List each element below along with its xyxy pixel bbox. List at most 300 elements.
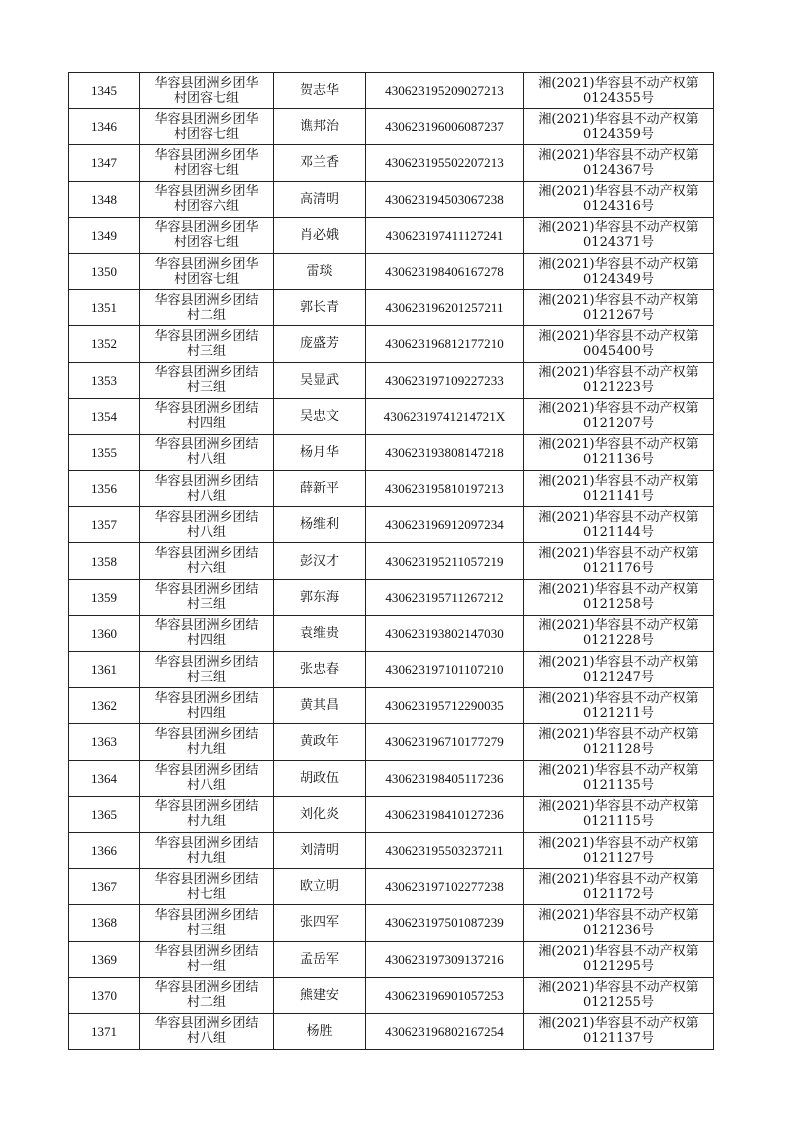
certificate-prefix: 湘(2021)华容县不动产权第: [538, 835, 699, 851]
owner-name: 黄政年: [274, 724, 366, 760]
row-number: 1352: [69, 326, 140, 362]
certificate-prefix: 湘(2021)华容县不动产权第: [538, 256, 699, 272]
certificate-cell: [524, 977, 714, 1013]
certificate-number-line: [525, 561, 712, 576]
certificate-number-line: [525, 633, 712, 648]
address-line-2: 村三组: [186, 669, 226, 685]
certificate-cell: [524, 181, 714, 217]
certificate-prefix: 湘(2021)华容县不动产权第: [538, 980, 699, 996]
address-line-1: 华容县团洲乡团结: [154, 980, 259, 996]
certificate-suffix: 号: [640, 669, 654, 685]
certificate-prefix: 湘(2021)华容县不动产权第: [538, 726, 699, 742]
certificate-number-line: [525, 959, 712, 974]
address-line-1: 华容县团洲乡团结: [154, 546, 259, 562]
certificate-cell: [524, 724, 714, 760]
address-cell: [140, 796, 274, 832]
certificate-cell: [524, 760, 714, 796]
row-number: 1369: [69, 941, 140, 977]
owner-name: 郭长青: [274, 290, 366, 326]
address-cell: [140, 1013, 274, 1049]
certificate-suffix: 号: [640, 380, 654, 396]
certificate-suffix: 号: [640, 850, 654, 866]
certificate-number-line: [525, 670, 712, 685]
certificate-number-line: [525, 91, 712, 106]
address-cell: [140, 652, 274, 688]
certificate-prefix: 湘(2021)华容县不动产权第: [538, 437, 699, 453]
address-line-2: 村团容七组: [173, 162, 239, 178]
address-line-2: 村八组: [186, 524, 226, 540]
certificate-number: 0121127: [583, 850, 641, 866]
address-line-2: 村团容七组: [173, 90, 239, 106]
certificate-cell: [524, 869, 714, 905]
row-number: 1354: [69, 398, 140, 434]
certificate-suffix: 号: [640, 162, 654, 178]
row-number: 1364: [69, 760, 140, 796]
certificate-prefix: 湘(2021)华容县不动产权第: [538, 328, 699, 344]
certificate-suffix: 号: [640, 995, 654, 1011]
certificate-prefix: 湘(2021)华容县不动产权第: [538, 618, 699, 634]
certificate-prefix: 湘(2021)华容县不动产权第: [538, 763, 699, 779]
certificate-number: 0121135: [583, 778, 641, 794]
row-number: 1346: [69, 109, 140, 145]
id-number: 430623198406167278: [366, 253, 524, 289]
row-number: 1367: [69, 869, 140, 905]
owner-name: 张四军: [274, 905, 366, 941]
table-row: [69, 760, 714, 796]
certificate-suffix: 号: [640, 416, 654, 432]
address-line-1: 华容县团洲乡团华: [154, 111, 259, 127]
address-cell: [140, 471, 274, 507]
certificate-number: 0121176: [583, 561, 641, 577]
certificate-number: 0124316: [583, 199, 641, 215]
id-number: 430623198410127236: [366, 796, 524, 832]
address-line-2: 村八组: [186, 778, 226, 794]
certificate-number-line: [525, 416, 712, 431]
owner-name: 贺志华: [274, 73, 366, 109]
row-number: 1363: [69, 724, 140, 760]
address-cell: [140, 398, 274, 434]
certificate-suffix: 号: [640, 235, 654, 251]
id-number: 430623195502207213: [366, 145, 524, 181]
address-line-1: 华容县团洲乡团结: [154, 763, 259, 779]
address-cell: [140, 362, 274, 398]
certificate-number-line: [525, 706, 712, 721]
certificate-number: 0121144: [583, 524, 641, 540]
certificate-number: 0124367: [583, 162, 641, 178]
address-line-2: 村九组: [186, 741, 226, 757]
certificate-suffix: 号: [640, 561, 654, 577]
table-row: [69, 977, 714, 1013]
table-row: [69, 73, 714, 109]
id-number: 430623197309137216: [366, 941, 524, 977]
owner-name: 高清明: [274, 181, 366, 217]
table-row: [69, 724, 714, 760]
id-number: 430623197101107210: [366, 652, 524, 688]
id-number: 430623197411127241: [366, 217, 524, 253]
address-cell: [140, 724, 274, 760]
address-line-2: 村七组: [186, 886, 226, 902]
address-line-2: 村四组: [186, 633, 226, 649]
address-cell: [140, 290, 274, 326]
table-row: [69, 109, 714, 145]
certificate-suffix: 号: [640, 886, 654, 902]
certificate-number-line: [525, 452, 712, 467]
address-line-1: 华容县团洲乡团结: [154, 582, 259, 598]
certificate-cell: [524, 1013, 714, 1049]
table-row: [69, 579, 714, 615]
certificate-prefix: 湘(2021)华容县不动产权第: [538, 654, 699, 670]
owner-name: 张忠春: [274, 652, 366, 688]
certificate-cell: [524, 217, 714, 253]
certificate-cell: [524, 905, 714, 941]
owner-name: 庞盛芳: [274, 326, 366, 362]
certificate-number: 0121228: [583, 633, 641, 649]
address-cell: [140, 434, 274, 470]
table-row: [69, 398, 714, 434]
address-cell: [140, 615, 274, 651]
certificate-number-line: [525, 597, 712, 612]
certificate-number-line: [525, 995, 712, 1010]
certificate-number: 0121207: [583, 416, 641, 432]
address-line-1: 华容县团洲乡团结: [154, 328, 259, 344]
table-row: [69, 290, 714, 326]
address-line-2: 村团容七组: [173, 235, 239, 251]
table-row: [69, 326, 714, 362]
certificate-prefix: 湘(2021)华容县不动产权第: [538, 509, 699, 525]
id-number: 430623196710177279: [366, 724, 524, 760]
id-number: 430623193802147030: [366, 615, 524, 651]
address-line-1: 华容县团洲乡团结: [154, 509, 259, 525]
certificate-suffix: 号: [640, 488, 654, 504]
id-number: 430623196912097234: [366, 507, 524, 543]
table-row: [69, 362, 714, 398]
certificate-number-line: [525, 923, 712, 938]
certificate-prefix: 湘(2021)华容县不动产权第: [538, 546, 699, 562]
owner-name: 郭东海: [274, 579, 366, 615]
address-line-1: 华容县团洲乡团结: [154, 401, 259, 417]
certificate-number-line: [525, 851, 712, 866]
certificate-prefix: 湘(2021)华容县不动产权第: [538, 75, 699, 91]
address-line-2: 村三组: [186, 343, 226, 359]
address-line-2: 村六组: [186, 561, 226, 577]
address-line-1: 华容县团洲乡团结: [154, 618, 259, 634]
address-line-2: 村一组: [186, 959, 226, 975]
owner-name: 肖必娥: [274, 217, 366, 253]
table-row: [69, 181, 714, 217]
certificate-prefix: 湘(2021)华容县不动产权第: [538, 944, 699, 960]
address-line-1: 华容县团洲乡团华: [154, 256, 259, 272]
certificate-number-line: [525, 199, 712, 214]
certificate-number-line: [525, 127, 712, 142]
certificate-number: 0124371: [583, 235, 641, 251]
address-cell: [140, 217, 274, 253]
id-number: 430623196812177210: [366, 326, 524, 362]
id-number: 430623195209027213: [366, 73, 524, 109]
owner-name: 胡政伍: [274, 760, 366, 796]
address-cell: [140, 326, 274, 362]
certificate-number-line: [525, 344, 712, 359]
table-row: [69, 543, 714, 579]
certificate-number-line: [525, 887, 712, 902]
row-number: 1355: [69, 434, 140, 470]
address-line-1: 华容县团洲乡团结: [154, 437, 259, 453]
certificate-cell: [524, 434, 714, 470]
row-number: 1351: [69, 290, 140, 326]
certificate-number-line: [525, 525, 712, 540]
certificate-number: 0124359: [583, 126, 641, 142]
row-number: 1361: [69, 652, 140, 688]
certificate-number-line: [525, 380, 712, 395]
table-row: [69, 1013, 714, 1049]
id-number: 430623195712290035: [366, 688, 524, 724]
certificate-cell: [524, 398, 714, 434]
row-number: 1345: [69, 73, 140, 109]
address-cell: [140, 145, 274, 181]
certificate-cell: [524, 832, 714, 868]
certificate-prefix: 湘(2021)华容县不动产权第: [538, 582, 699, 598]
address-cell: [140, 109, 274, 145]
address-line-2: 村三组: [186, 380, 226, 396]
row-number: 1359: [69, 579, 140, 615]
table-row: [69, 652, 714, 688]
owner-name: 杨月华: [274, 434, 366, 470]
certificate-cell: [524, 941, 714, 977]
certificate-number: 0121247: [583, 669, 641, 685]
records-table: [68, 72, 714, 1050]
id-number: 430623198405117236: [366, 760, 524, 796]
table-row: [69, 615, 714, 651]
certificate-number: 0121128: [583, 741, 641, 757]
address-line-2: 村九组: [186, 850, 226, 866]
certificate-suffix: 号: [640, 633, 654, 649]
owner-name: 杨胜: [274, 1013, 366, 1049]
address-line-2: 村八组: [186, 1031, 226, 1047]
owner-name: 吴显武: [274, 362, 366, 398]
address-line-2: 村四组: [186, 705, 226, 721]
certificate-number-line: [525, 1031, 712, 1046]
certificate-number-line: [525, 272, 712, 287]
certificate-cell: [524, 543, 714, 579]
id-number: 43062319741214721X: [366, 398, 524, 434]
certificate-suffix: 号: [640, 741, 654, 757]
address-line-2: 村八组: [186, 488, 226, 504]
address-line-2: 村三组: [186, 597, 226, 613]
row-number: 1347: [69, 145, 140, 181]
owner-name: 袁维贵: [274, 615, 366, 651]
address-line-2: 村九组: [186, 814, 226, 830]
row-number: 1371: [69, 1013, 140, 1049]
address-line-1: 华容县团洲乡团结: [154, 799, 259, 815]
certificate-cell: [524, 471, 714, 507]
certificate-suffix: 号: [640, 922, 654, 938]
certificate-number: 0121211: [583, 705, 641, 721]
address-cell: [140, 181, 274, 217]
address-cell: [140, 73, 274, 109]
certificate-cell: [524, 652, 714, 688]
records-table-body: [69, 73, 714, 1050]
certificate-suffix: 号: [640, 524, 654, 540]
certificate-prefix: 湘(2021)华容县不动产权第: [538, 401, 699, 417]
certificate-suffix: 号: [640, 307, 654, 323]
certificate-number: 0121258: [583, 597, 641, 613]
certificate-number: 0121255: [583, 995, 641, 1011]
row-number: 1366: [69, 832, 140, 868]
row-number: 1365: [69, 796, 140, 832]
certificate-prefix: 湘(2021)华容县不动产权第: [538, 907, 699, 923]
certificate-cell: [524, 615, 714, 651]
owner-name: 孟岳军: [274, 941, 366, 977]
certificate-prefix: 湘(2021)华容县不动产权第: [538, 799, 699, 815]
table-row: [69, 434, 714, 470]
certificate-prefix: 湘(2021)华容县不动产权第: [538, 292, 699, 308]
address-line-2: 村团容七组: [173, 126, 239, 142]
row-number: 1348: [69, 181, 140, 217]
address-line-2: 村二组: [186, 995, 226, 1011]
owner-name: 薛新平: [274, 471, 366, 507]
owner-name: 刘化炎: [274, 796, 366, 832]
address-line-1: 华容县团洲乡团结: [154, 944, 259, 960]
address-line-1: 华容县团洲乡团结: [154, 1016, 259, 1032]
certificate-cell: [524, 109, 714, 145]
table-row: [69, 471, 714, 507]
table-row: [69, 869, 714, 905]
certificate-number: 0121236: [583, 922, 641, 938]
id-number: 430623197501087239: [366, 905, 524, 941]
owner-name: 谯邦治: [274, 109, 366, 145]
id-number: 430623196006087237: [366, 109, 524, 145]
address-line-1: 华容县团洲乡团华: [154, 75, 259, 91]
address-line-1: 华容县团洲乡团结: [154, 292, 259, 308]
address-cell: [140, 579, 274, 615]
address-cell: [140, 869, 274, 905]
address-cell: [140, 253, 274, 289]
certificate-prefix: 湘(2021)华容县不动产权第: [538, 473, 699, 489]
certificate-number-line: [525, 235, 712, 250]
address-line-1: 华容县团洲乡团结: [154, 907, 259, 923]
owner-name: 黄其昌: [274, 688, 366, 724]
address-line-1: 华容县团洲乡团结: [154, 473, 259, 489]
address-line-1: 华容县团洲乡团结: [154, 871, 259, 887]
certificate-suffix: 号: [640, 597, 654, 613]
owner-name: 熊建安: [274, 977, 366, 1013]
certificate-suffix: 号: [640, 271, 654, 287]
address-line-2: 村二组: [186, 307, 226, 323]
certificate-number-line: [525, 308, 712, 323]
certificate-number: 0121172: [583, 886, 641, 902]
certificate-suffix: 号: [640, 343, 654, 359]
certificate-number: 0045400: [583, 343, 641, 359]
owner-name: 彭汉才: [274, 543, 366, 579]
table-row: [69, 507, 714, 543]
address-line-1: 华容县团洲乡团结: [154, 726, 259, 742]
address-cell: [140, 977, 274, 1013]
certificate-cell: [524, 796, 714, 832]
table-row: [69, 941, 714, 977]
address-line-2: 村三组: [186, 922, 226, 938]
certificate-suffix: 号: [640, 90, 654, 106]
id-number: 430623195810197213: [366, 471, 524, 507]
owner-name: 欧立明: [274, 869, 366, 905]
certificate-prefix: 湘(2021)华容县不动产权第: [538, 111, 699, 127]
row-number: 1370: [69, 977, 140, 1013]
address-line-1: 华容县团洲乡团华: [154, 184, 259, 200]
certificate-suffix: 号: [640, 199, 654, 215]
id-number: 430623195711267212: [366, 579, 524, 615]
certificate-suffix: 号: [640, 705, 654, 721]
address-line-2: 村团容七组: [173, 271, 239, 287]
address-line-1: 华容县团洲乡团结: [154, 654, 259, 670]
address-line-1: 华容县团洲乡团华: [154, 147, 259, 163]
certificate-prefix: 湘(2021)华容县不动产权第: [538, 184, 699, 200]
certificate-number: 0121136: [583, 452, 641, 468]
address-line-2: 村八组: [186, 452, 226, 468]
row-number: 1362: [69, 688, 140, 724]
certificate-number: 0124349: [583, 271, 641, 287]
certificate-prefix: 湘(2021)华容县不动产权第: [538, 147, 699, 163]
certificate-number: 0121267: [583, 307, 641, 323]
address-line-1: 华容县团洲乡团结: [154, 690, 259, 706]
address-cell: [140, 760, 274, 796]
table-row: [69, 688, 714, 724]
row-number: 1357: [69, 507, 140, 543]
address-cell: [140, 832, 274, 868]
address-line-1: 华容县团洲乡团结: [154, 835, 259, 851]
certificate-prefix: 湘(2021)华容县不动产权第: [538, 365, 699, 381]
certificate-number-line: [525, 742, 712, 757]
certificate-suffix: 号: [640, 1031, 654, 1047]
certificate-number-line: [525, 814, 712, 829]
certificate-prefix: 湘(2021)华容县不动产权第: [538, 1016, 699, 1032]
certificate-number: 0121295: [583, 959, 641, 975]
id-number: 430623196802167254: [366, 1013, 524, 1049]
certificate-prefix: 湘(2021)华容县不动产权第: [538, 220, 699, 236]
table-row: [69, 145, 714, 181]
owner-name: 杨维利: [274, 507, 366, 543]
address-line-1: 华容县团洲乡团结: [154, 365, 259, 381]
certificate-suffix: 号: [640, 126, 654, 142]
owner-name: 刘清明: [274, 832, 366, 868]
table-row: [69, 253, 714, 289]
certificate-suffix: 号: [640, 452, 654, 468]
owner-name: 吴忠文: [274, 398, 366, 434]
certificate-suffix: 号: [640, 814, 654, 830]
row-number: 1349: [69, 217, 140, 253]
certificate-cell: [524, 145, 714, 181]
certificate-number: 0121115: [583, 814, 641, 830]
certificate-number: 0121137: [583, 1031, 641, 1047]
id-number: 430623197102277238: [366, 869, 524, 905]
certificate-cell: [524, 362, 714, 398]
certificate-number-line: [525, 778, 712, 793]
table-row: [69, 832, 714, 868]
id-number: 430623197109227233: [366, 362, 524, 398]
owner-name: 雷琰: [274, 253, 366, 289]
certificate-number: 0121141: [583, 488, 641, 504]
certificate-number: 0124355: [583, 90, 641, 106]
certificate-cell: [524, 688, 714, 724]
row-number: 1360: [69, 615, 140, 651]
certificate-prefix: 湘(2021)华容县不动产权第: [538, 871, 699, 887]
certificate-cell: [524, 73, 714, 109]
certificate-suffix: 号: [640, 959, 654, 975]
certificate-suffix: 号: [640, 778, 654, 794]
row-number: 1356: [69, 471, 140, 507]
address-cell: [140, 543, 274, 579]
table-row: [69, 796, 714, 832]
id-number: 430623196201257211: [366, 290, 524, 326]
certificate-cell: [524, 326, 714, 362]
certificate-number-line: [525, 163, 712, 178]
